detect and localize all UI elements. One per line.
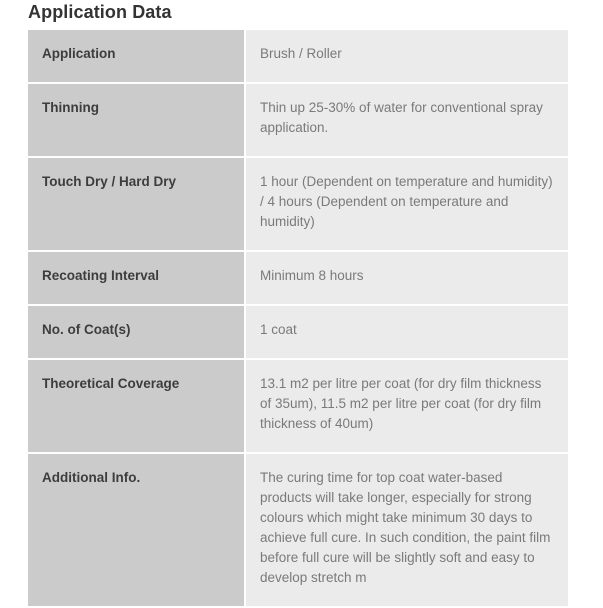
row-value: Thin up 25-30% of water for conventional spray application.: [245, 83, 568, 157]
row-label: No. of Coat(s): [28, 305, 245, 359]
row-value: The curing time for top coat water-based products will take longer, especially for strong colours which might take minimum 30 days to achieve full cure. In such condition, the paint film before full cure will be slightly soft and easy to develop stretch m: [245, 453, 568, 607]
row-label: Thinning: [28, 83, 245, 157]
row-value: Minimum 8 hours: [245, 251, 568, 305]
row-label: Additional Info.: [28, 453, 245, 607]
row-label: Touch Dry / Hard Dry: [28, 157, 245, 251]
table-row: [28, 453, 568, 607]
table-row: [28, 30, 568, 83]
row-label: Recoating Interval: [28, 251, 245, 305]
section-title: Application Data: [28, 2, 172, 22]
application-data-table: [28, 30, 568, 608]
table-row: [28, 305, 568, 359]
row-value: 1 coat: [245, 305, 568, 359]
row-value: 13.1 m2 per litre per coat (for dry film thickness of 35um), 11.5 m2 per litre per coat (for dry film thickness of 40um): [245, 359, 568, 453]
row-label: Application: [28, 30, 245, 83]
table-row: [28, 359, 568, 453]
row-value: Brush / Roller: [245, 30, 568, 83]
table-row: [28, 251, 568, 305]
row-value: 1 hour (Dependent on temperature and humidity) / 4 hours (Dependent on temperature and humidity): [245, 157, 568, 251]
table-row: [28, 157, 568, 251]
row-label: Theoretical Coverage: [28, 359, 245, 453]
table-row: [28, 83, 568, 157]
